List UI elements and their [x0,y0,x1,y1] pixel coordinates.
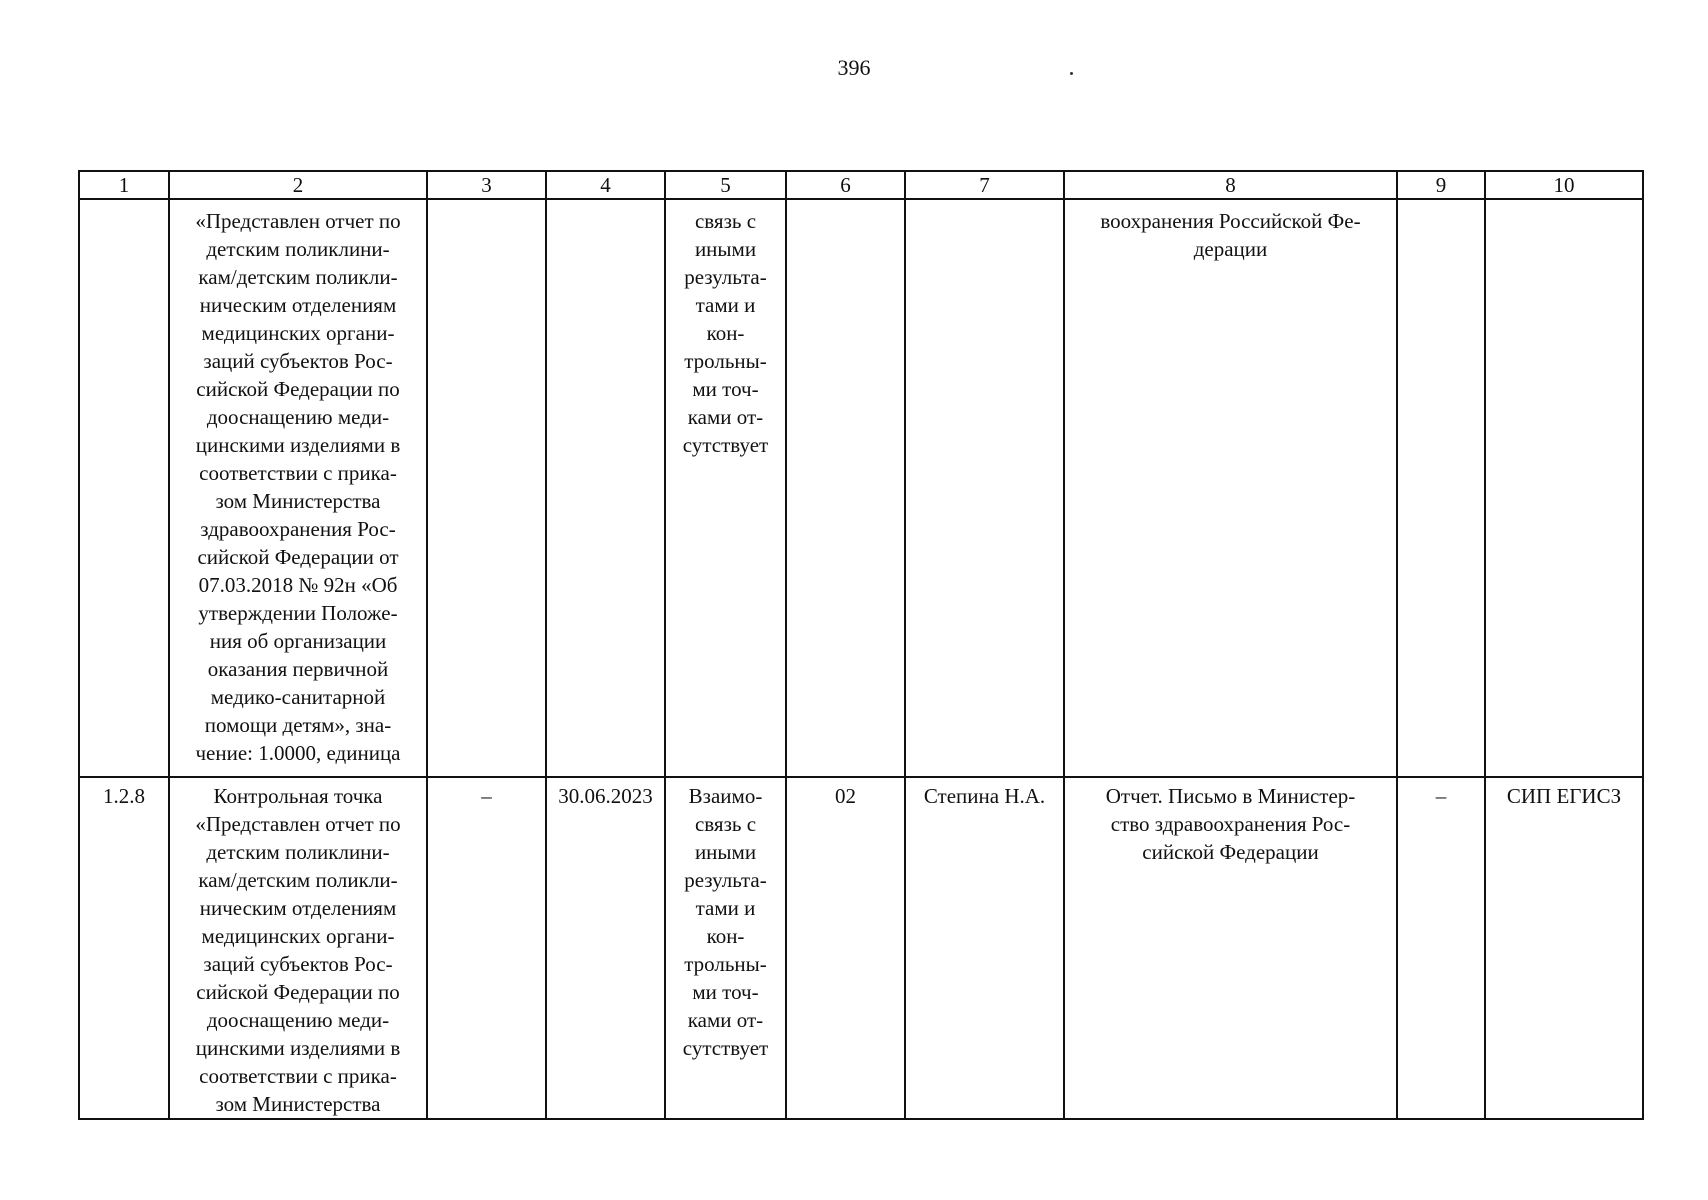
row-number: 1.2.8 [103,784,145,808]
code-cell: 02 [786,777,905,1119]
relation-cell [665,199,786,777]
description-cell [169,777,427,1119]
header-cell: 2 [169,171,427,199]
header-cell: 3 [427,171,546,199]
system-cell: СИП ЕГИСЗ [1485,777,1643,1119]
column-9-cell: – [1397,777,1485,1119]
row-number-cell [79,777,169,1119]
responsible-cell: Степина Н.А. [905,777,1064,1119]
page-number: 396 [837,55,871,80]
header-cell: 5 [665,171,786,199]
relation-text: Взаимо- связь с иными результа- тами и кон- трольны- ми точ- ками от- сутствует [682,784,769,1060]
data-table [78,170,1644,1120]
header-cell: 1 [79,171,169,199]
row-number-cell [79,199,169,777]
description-text: «Представлен отчет по детским поликлини- кам/детским поликли- ническим отделениям медицинских органи- заций субъектов Рос- сийской Федерации по дооснащению меди- цинскими изделиями в соответствии с прика- зом Министерства здравоохранения Рос- сийской Федерации от 07.03.2018 № 92н «Об утверждении Положе- ния об организации оказания первичной медико-санитарной помощи детям», зна- чение: 1.0000, единица [195,209,401,765]
code-cell [786,199,905,777]
column-3-cell: – [427,777,546,1119]
description-cell [169,199,427,777]
header-cell: 4 [546,171,665,199]
header-cell: 8 [1064,171,1397,199]
table-row [79,777,1643,1119]
header-cell: 7 [905,171,1064,199]
system-cell [1485,199,1643,777]
scan-speck [1070,72,1073,75]
document-type-cell [1064,777,1397,1119]
table-row [79,199,1643,777]
column-9-cell [1397,199,1485,777]
date-cell: 30.06.2023 [546,777,665,1119]
header-row [79,171,1643,199]
header-cell: 9 [1397,171,1485,199]
relation-cell [665,777,786,1119]
description-text: Контрольная точка «Представлен отчет по детским поликлини- кам/детским поликли- ническим отделениям медицинских органи- заций субъектов Рос- сийской Федерации по дооснащению меди- цинскими изделиями в соответствии с прика- зом Министерства [195,784,401,1116]
relation-text: связь с иными результа- тами и кон- трольны- ми точ- ками от- сутствует [682,209,769,457]
document-type-text: воохранения Российской Фе- дерации [1100,209,1361,261]
header-cell: 6 [786,171,905,199]
responsible-cell [905,199,1064,777]
header-cell: 10 [1485,171,1643,199]
document-type-cell [1064,199,1397,777]
document-type-text: Отчет. Письмо в Министер- ство здравоохранения Рос- сийской Федерации [1105,784,1356,864]
column-3-cell [427,199,546,777]
date-cell [546,199,665,777]
